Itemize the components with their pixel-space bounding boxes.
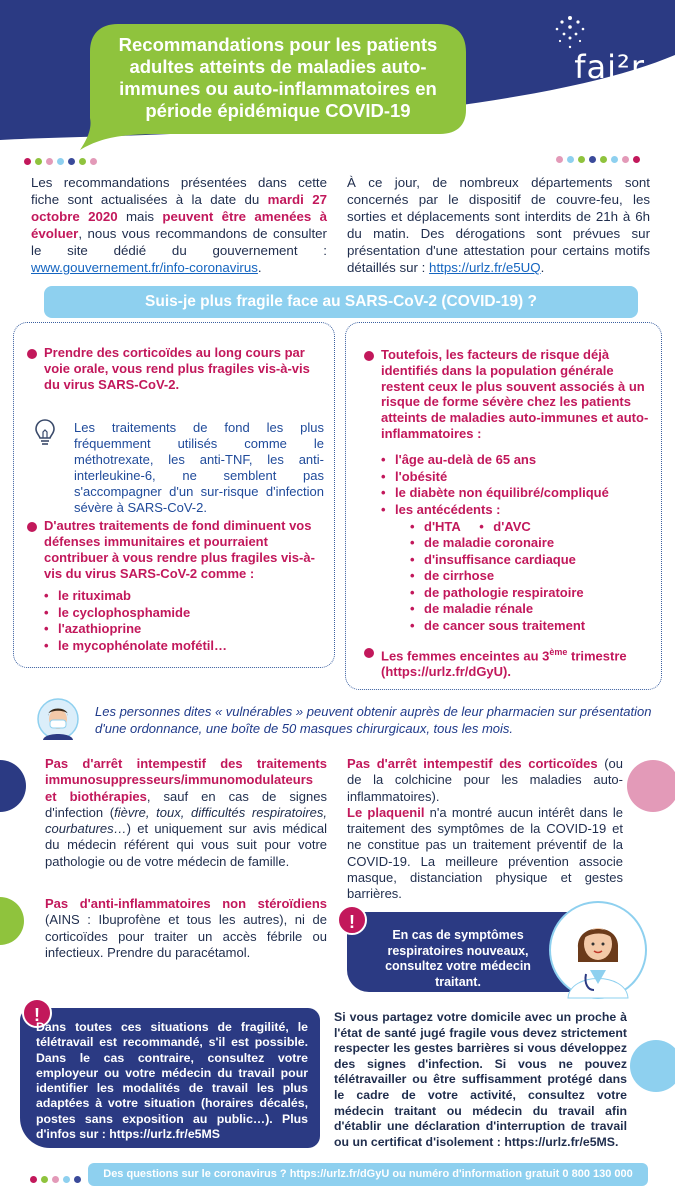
list-item: • de maladie rénale [410, 601, 650, 618]
list-item: • de cirrhose [410, 568, 650, 585]
list-item: • d'HTA [410, 519, 461, 536]
treatment-tip: Les traitements de fond les plus fréquemment utilisés comme le méthotrexate, les anti-TNF, les anti-interleukine-6, ne semblent pas s'accompagner d'un sur-risque d'infection sévère à SARS-CoV-2. [74, 420, 324, 515]
list-item: • l'azathioprine [44, 621, 314, 638]
corticoid-warning: Prendre des corticoïdes au long cours par voie orale, vous rend plus fragiles vis-à-vis du virus SARS-CoV-2. [44, 345, 310, 392]
decor-dots-left [24, 152, 101, 170]
decor-circle-pink [627, 760, 675, 812]
decor-dots-footer [30, 1170, 85, 1188]
gouvernement-link[interactable]: www.gouvernement.fr/info-coronavirus [31, 260, 258, 275]
bullet-icon [27, 349, 37, 359]
list-item: • l'âge au-delà de 65 ans [381, 452, 651, 469]
no-stop-corticoids: Pas d'arrêt intempestif des corticoïdes (ou de la colchicine pour les maladies auto-inflammatoires). Le plaquenil n'a montré aucun intérêt dans le traitement des symptômes de la COVID-19 et ne constitue pas un traitement préventif de la COVID-19. La meilleure prévention associe masque, distanciation physique et gestes barrières. [347, 756, 624, 902]
alert-icon: ! [337, 905, 367, 935]
list-item: • le mycophénolate mofétil… [44, 638, 314, 655]
section-title-bar: Suis-je plus fragile face au SARS-CoV-2 (COVID-19) ? [44, 286, 638, 318]
telework-text: Dans toutes ces situations de fragilité, le télétravail est recommandé, s'il est possible. Dans le cas contraire, consultez votre employeur ou votre médecin du travail pour identifier les modalités de travail les plus adaptées à votre situation (horaires décalés, postes sans exposition au public…). Plus d'infos sur : https://urlz.fr/e5MS [36, 1020, 308, 1142]
pregnant-women: Les femmes enceintes au 3ème trimestre (https://urlz.fr/dGyU). [381, 647, 627, 680]
intro-left: Les recommandations présentées dans cette fiche sont actualisées à la date du mardi 27 octobre 2020 mais peuvent être amenées à évoluer, nous vous recommandons de consulter le site dédié du gouvernement : www.gouvernement.fr/info-coronavirus. [31, 175, 327, 275]
bullet-icon [27, 522, 37, 532]
symptoms-text: En cas de symptômes respiratoires nouveaux, consultez votre médecin traitant. [385, 928, 531, 989]
bullet-icon [364, 648, 374, 658]
decor-circle-green [0, 897, 24, 945]
antecedents-list [410, 535, 650, 634]
immune-warning: D'autres traitements de fond diminuent vos défenses immunitaires et pourraient contribuer à vous rendre plus fragiles vis-à-vis du virus SARS-CoV-2 comme : [44, 518, 315, 581]
list-item: • l'obésité [381, 469, 651, 486]
home-protection: Si vous partagez votre domicile avec un proche à l'état de santé jugé fragile vous devez strictement respecter les gestes barrières si vous développez des signes d'infection. Si vous ne pouvez télétravailler ou être suffisamment protégé dans le cadre de votre activité, consultez votre médecin traitant ou médecin du travail afin d'établir une déclaration d'interruption de travail ou un certificat d'isolement : https://urlz.fr/e5MS. [334, 1010, 627, 1149]
page-title: Recommandations pour les patients adultes atteints de maladies auto-immunes ou auto-inflammatoires en période épidémique COVID-19 [118, 34, 438, 121]
list-item: • le cyclophosphamide [44, 605, 314, 622]
decor-circle-skyblue [630, 1040, 675, 1092]
bullet-icon [364, 351, 374, 361]
no-ains: Pas d'anti-inflammatoires non stéroïdiens (AINS : Ibuprofène et tous les autres), ni de corticoïdes pour traiter un accès fébrile ou infectieux. Prendre du paracétamol. [45, 896, 327, 960]
decor-circle-navy [0, 760, 26, 812]
list-item: • le diabète non équilibré/compliqué [381, 485, 651, 502]
masks-note: Les personnes dites « vulnérables » peuvent obtenir auprès de leur pharmacien sur présentation d'une ordonnance, une boîte de 50 masques chirurgicaux, tous les mois. [95, 704, 652, 736]
masked-person-icon [37, 698, 79, 740]
alert-icon: ! [22, 998, 52, 1028]
logo: fai²r [574, 48, 645, 86]
logo-dots-icon [553, 14, 587, 50]
list-item: • d'AVC [479, 519, 531, 536]
list-item: • de maladie coronaire [410, 535, 650, 552]
lightbulb-icon [34, 418, 56, 448]
intro-right: À ce jour, de nombreux départements sont concernés par le dispositif de couvre-feu, les sorties et déplacements sont interdits de 21h à 6h du matin. Des dérogations sont prévues sur présentation d'une attestation pour certains motifs détaillés sur : https://urlz.fr/e5UQ. [347, 175, 650, 275]
hta-avc-row [410, 518, 650, 536]
list-item: • d'insuffisance cardiaque [410, 552, 650, 569]
no-stop-treatment: Pas d'arrêt intempestif des traitements immunosuppresseurs/immunomodulateurs et biothérapies, sauf en cas de signes d'infection (fièvre, toux, difficultés respiratoires, courbatures…) et uniquement sur avis médical du médecin référent qui vous suit pour votre pathologie ou de votre médecin de famille. [45, 756, 328, 869]
list-item: • le rituximab [44, 588, 314, 605]
doctor-icon [548, 900, 648, 1000]
risk-factor-list [381, 452, 651, 518]
list-item: • les antécédents : [381, 502, 651, 519]
footer-bar: Des questions sur le coronavirus ? https://urlz.fr/dGyU ou numéro d'information gratuit 0 800 130 000 [88, 1163, 648, 1186]
risk-factors-intro: Toutefois, les facteurs de risque déjà identifiés dans la population générale restent ceux le plus souvent associés à un risque de forme sévère chez les patients atteints de maladies auto-immunes et auto-inflammatoires : [381, 347, 649, 441]
attestation-link[interactable]: https://urlz.fr/e5UQ [429, 260, 541, 275]
drug-list [44, 588, 314, 654]
list-item: • de pathologie respiratoire [410, 585, 650, 602]
list-item: • de cancer sous traitement [410, 618, 650, 635]
decor-dots-right [556, 150, 644, 168]
